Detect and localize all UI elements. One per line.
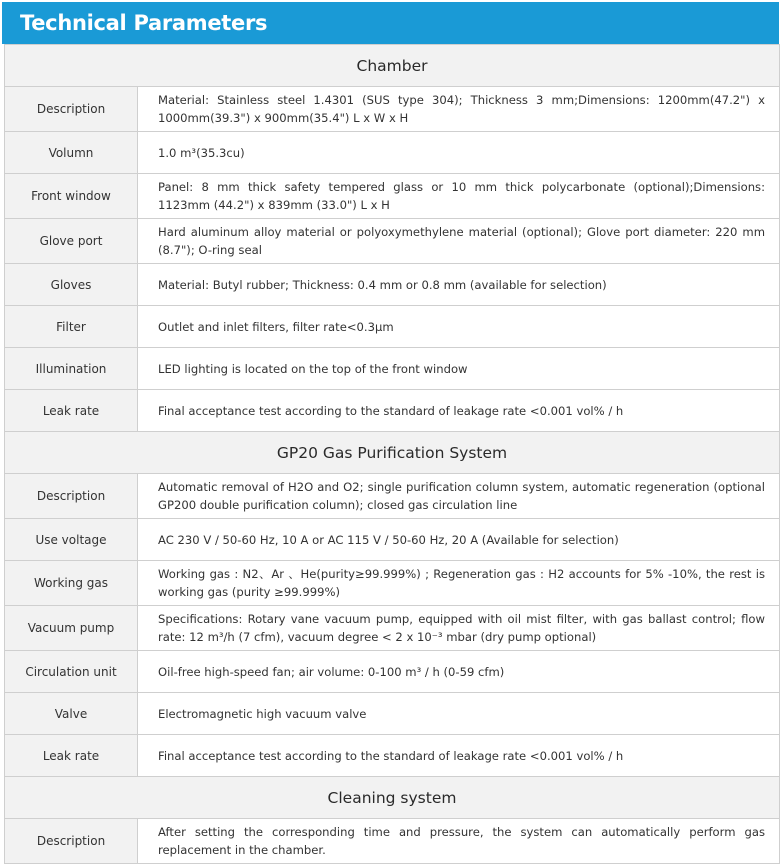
table-row bbox=[5, 132, 780, 174]
section-header-gas-purification bbox=[5, 432, 780, 474]
row-value: 1.0 m³(35.3cu) bbox=[138, 132, 780, 174]
table-row bbox=[5, 693, 780, 735]
table-row bbox=[5, 606, 780, 651]
table-row bbox=[5, 306, 780, 348]
row-label: Vacuum pump bbox=[5, 606, 138, 651]
row-value: Final acceptance test according to the standard of leakage rate <0.001 vol% / h bbox=[138, 390, 780, 432]
table-row bbox=[5, 174, 780, 219]
table-row bbox=[5, 735, 780, 777]
row-label: Illumination bbox=[5, 348, 138, 390]
table-row bbox=[5, 219, 780, 264]
table-row bbox=[5, 561, 780, 606]
section-title: GP20 Gas Purification System bbox=[5, 432, 780, 474]
row-label: Working gas bbox=[5, 561, 138, 606]
table-row bbox=[5, 348, 780, 390]
row-value: Hard aluminum alloy material or polyoxymethylene material (optional); Glove port diameter: 220 mm (8.7"); O-ring seal bbox=[138, 219, 780, 264]
table-row bbox=[5, 474, 780, 519]
section-title: Chamber bbox=[5, 45, 780, 87]
table-row bbox=[5, 651, 780, 693]
row-value: Outlet and inlet filters, filter rate<0.3μm bbox=[138, 306, 780, 348]
row-value: After setting the corresponding time and pressure, the system can automatically perform gas replacement in the chamber. bbox=[138, 819, 780, 864]
table-row bbox=[5, 390, 780, 432]
page-title: Technical Parameters bbox=[2, 2, 779, 44]
table-row bbox=[5, 264, 780, 306]
table-row bbox=[5, 819, 780, 864]
row-label: Description bbox=[5, 819, 138, 864]
row-label: Description bbox=[5, 87, 138, 132]
row-label: Circulation unit bbox=[5, 651, 138, 693]
row-value: Material: Stainless steel 1.4301 (SUS type 304); Thickness 3 mm;Dimensions: 1200mm(47.2") x 1000mm(39.3") x 900mm(35.4") L x W x H bbox=[138, 87, 780, 132]
row-label: Leak rate bbox=[5, 390, 138, 432]
section-header-chamber bbox=[5, 45, 780, 87]
row-label: Volumn bbox=[5, 132, 138, 174]
row-value: AC 230 V / 50-60 Hz, 10 A or AC 115 V / 50-60 Hz, 20 A (Available for selection) bbox=[138, 519, 780, 561]
row-label: Filter bbox=[5, 306, 138, 348]
row-label: Gloves bbox=[5, 264, 138, 306]
section-header-cleaning bbox=[5, 777, 780, 819]
row-label: Valve bbox=[5, 693, 138, 735]
row-label: Leak rate bbox=[5, 735, 138, 777]
row-value: Oil-free high-speed fan; air volume: 0-100 m³ / h (0-59 cfm) bbox=[138, 651, 780, 693]
row-value: Material: Butyl rubber; Thickness: 0.4 mm or 0.8 mm (available for selection) bbox=[138, 264, 780, 306]
table-row bbox=[5, 87, 780, 132]
row-label: Description bbox=[5, 474, 138, 519]
row-value: Final acceptance test according to the standard of leakage rate <0.001 vol% / h bbox=[138, 735, 780, 777]
row-value: Electromagnetic high vacuum valve bbox=[138, 693, 780, 735]
parameters-table bbox=[4, 44, 780, 864]
table-row bbox=[5, 519, 780, 561]
row-label: Glove port bbox=[5, 219, 138, 264]
section-title: Cleaning system bbox=[5, 777, 780, 819]
row-value: Specifications: Rotary vane vacuum pump, equipped with oil mist filter, with gas ballast control; flow rate: 12 m³/h (7 cfm), vacuum degree < 2 x 10⁻³ mbar (dry pump optional) bbox=[138, 606, 780, 651]
row-value: LED lighting is located on the top of the front window bbox=[138, 348, 780, 390]
row-label: Use voltage bbox=[5, 519, 138, 561]
row-value: Working gas : N2、Ar 、He(purity≥99.999%) ; Regeneration gas : H2 accounts for 5% -10%, the rest is working gas (purity ≥99.999%) bbox=[138, 561, 780, 606]
row-value: Automatic removal of H2O and O2; single purification column system, automatic regeneration (optional GP200 double purification column); closed gas circulation line bbox=[138, 474, 780, 519]
row-label: Front window bbox=[5, 174, 138, 219]
row-value: Panel: 8 mm thick safety tempered glass or 10 mm thick polycarbonate (optional);Dimensions: 1123mm (44.2") x 839mm (33.0") L x H bbox=[138, 174, 780, 219]
